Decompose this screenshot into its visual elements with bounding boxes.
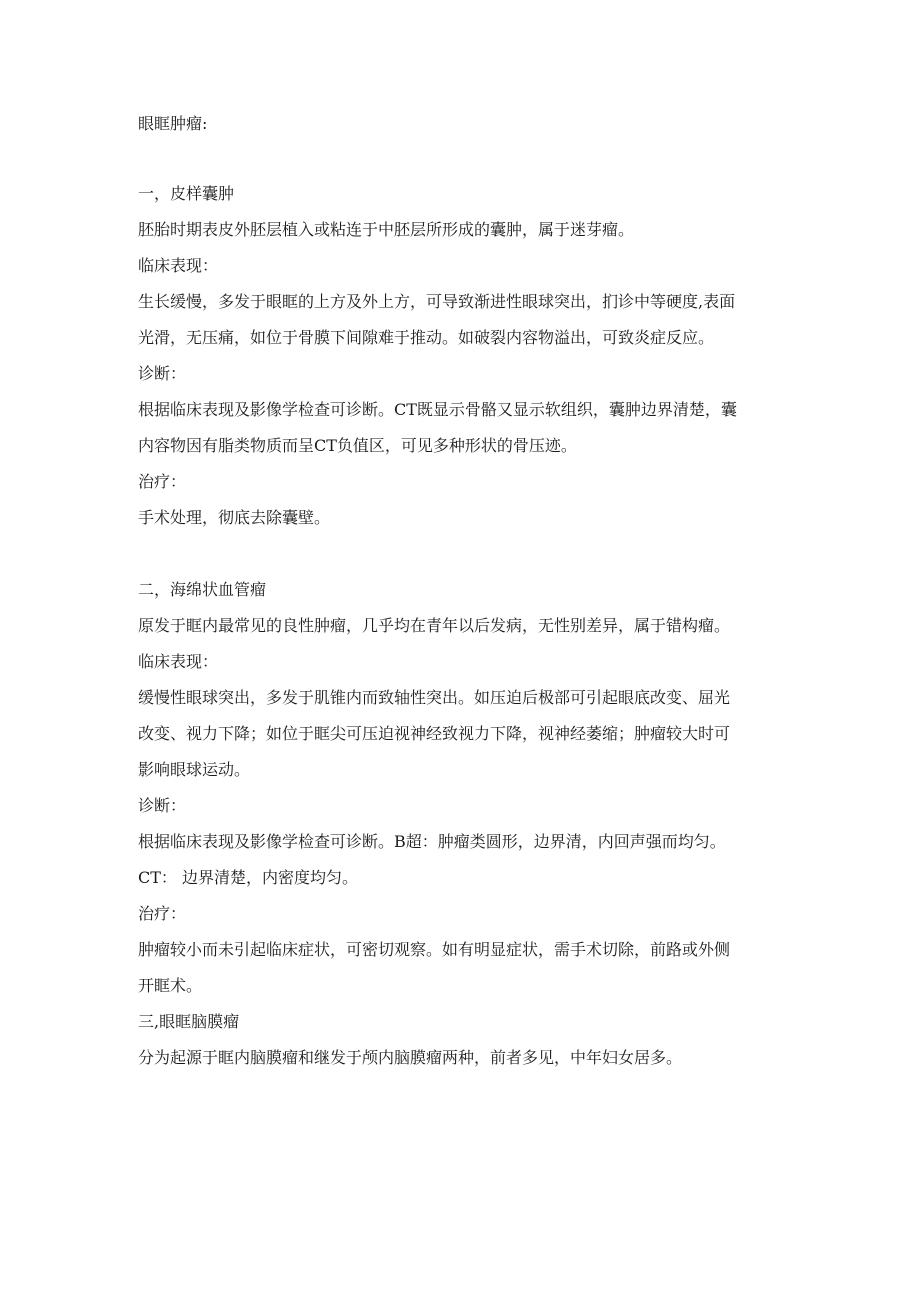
text-line: 生长缓慢，多发于眼眶的上方及外上方，可导致渐进性眼球突出，扪诊中等硬度,表面 [138,292,736,311]
text-line: 胚胎时期表皮外胚层植入或粘连于中胚层所形成的囊肿，属于迷芽瘤。 [138,220,635,239]
subheading-clinical-presentation: 临床表现： [138,256,219,275]
text-line: 内容物因有脂类物质而呈CT负值区，可见多种形状的骨压迹。 [138,436,577,455]
text-line: 缓慢性眼球突出，多发于肌锥内而致轴性突出。如压迫后极部可引起眼底改变、屈光 [138,688,731,707]
text-line: 光滑，无压痛，如位于骨膜下间隙难于推动。如破裂内容物溢出，可致炎症反应。 [138,328,715,347]
text-line: 改变、视力下降；如位于眶尖可压迫视神经致视力下降，视神经萎缩；肿瘤较大时可 [138,724,731,743]
text-line: 肿瘤较小而未引起临床症状，可密切观察。如有明显症状，需手术切除，前路或外侧 [138,940,731,959]
subheading-diagnosis: 诊断： [138,796,187,815]
text-line: 分为起源于眶内脑膜瘤和继发于颅内脑膜瘤两种，前者多见，中年妇女居多。 [138,1048,683,1067]
subheading-treatment: 治疗： [138,904,187,923]
document-title: 眼眶肿瘤: [138,114,208,133]
text-line: 原发于眶内最常见的良性肿瘤，几乎均在青年以后发病，无性别差异，属于错构瘤。 [138,616,731,635]
subheading-treatment: 治疗： [138,472,187,491]
text-line: 影响眼球运动。 [138,760,251,779]
section-heading-cavernous-hemangioma: 二，海绵状血管瘤 [138,580,267,599]
text-line: CT： 边界清楚，内密度均匀。 [138,868,359,887]
text-line: 开眶术。 [138,976,203,995]
text-line: 根据临床表现及影像学检查可诊断。CT既显示骨骼又显示软组织，囊肿边界清楚，囊 [138,400,737,419]
subheading-diagnosis: 诊断： [138,364,187,383]
text-line: 根据临床表现及影像学检查可诊断。B超：肿瘤类圆形，边界清，内回声强而均匀。 [138,832,726,851]
section-heading-orbital-meningioma: 三,眼眶脑膜瘤 [138,1012,240,1031]
text-line: 手术处理，彻底去除囊壁。 [138,508,331,527]
section-heading-dermoid-cyst: 一，皮样囊肿 [138,184,235,203]
subheading-clinical-presentation: 临床表现： [138,652,219,671]
